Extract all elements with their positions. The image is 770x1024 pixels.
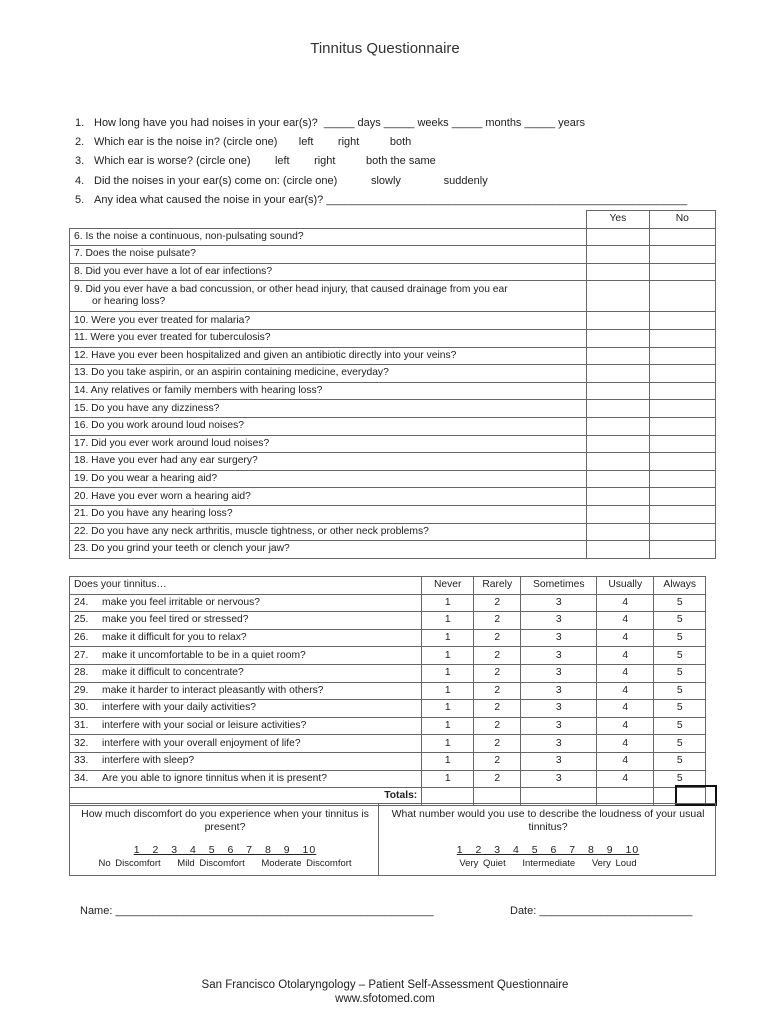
yes-no-row [70,453,716,471]
frequency-option-usually[interactable]: 4 [597,770,654,788]
yes-no-question [70,435,587,453]
question-text: Did the noises in your ear(s) come on: (circle one) slowly suddenly [94,175,488,187]
frequency-option-always[interactable]: 5 [654,664,706,682]
yes-no-question-text: 12. Have you ever been hospitalized and given an antibiotic directly into your veins? [74,349,457,361]
intro-question [75,117,585,129]
yes-answer-cell[interactable] [587,281,649,312]
question-text: Any idea what caused the noise in your ear(s)? ___________________________________________________________ [94,194,688,206]
totals-label: Totals: [70,788,422,806]
frequency-option-never[interactable]: 1 [422,664,474,682]
col-usually: Usually [597,577,654,595]
frequency-option-rarely[interactable]: 2 [474,752,521,770]
yes-answer-cell[interactable] [587,400,649,418]
frequency-option-never[interactable]: 1 [422,700,474,718]
frequency-item-text: make you feel tired or stressed? [98,612,422,630]
no-column-header: No [649,211,715,229]
frequency-item-text: interfere with your social or leisure activities? [98,717,422,735]
no-answer-cell[interactable] [649,488,715,506]
yes-no-question-text: 20. Have you ever worn a hearing aid? [74,490,251,502]
frequency-option-never[interactable]: 1 [422,770,474,788]
frequency-item-text: interfere with sleep? [98,752,422,770]
no-answer-cell[interactable] [649,435,715,453]
loudness-label-intermediate: Intermediate [522,858,576,869]
frequency-option-usually[interactable]: 4 [597,594,654,612]
yes-no-question-text: 18. Have you ever had any ear surgery? [74,455,258,467]
yes-no-row [70,523,716,541]
frequency-row [70,594,716,612]
frequency-item-text: Are you able to ignore tinnitus when it is present? [98,770,422,788]
question-number: 3. [75,155,85,167]
frequency-row [70,717,716,735]
yes-no-question-text: 7. Does the noise pulsate? [74,248,196,260]
frequency-row-spacer [706,682,716,700]
yes-no-question-text: 21. Do you have any hearing loss? [74,508,233,520]
no-answer-cell[interactable] [649,329,715,347]
yes-no-question-text: 23. Do you grind your teeth or clench your jaw? [74,543,290,555]
rating-scales [69,803,716,876]
frequency-item-text: make you feel irritable or nervous? [98,594,422,612]
no-answer-cell[interactable] [649,263,715,281]
yes-no-question [70,470,587,488]
yes-no-question [70,281,587,312]
frequency-row [70,770,716,788]
frequency-option-rarely[interactable]: 2 [474,700,521,718]
no-answer-cell[interactable] [649,541,715,559]
frequency-header: Does your tinnitus… [70,577,422,595]
frequency-option-always[interactable]: 5 [654,752,706,770]
frequency-option-usually[interactable]: 4 [597,717,654,735]
frequency-option-always[interactable]: 5 [654,594,706,612]
yes-answer-cell[interactable] [587,505,649,523]
frequency-option-rarely[interactable]: 2 [474,664,521,682]
yes-answer-cell[interactable] [587,365,649,383]
yes-answer-cell[interactable] [587,246,649,264]
yes-no-row [70,281,716,312]
yes-no-row [70,400,716,418]
yes-no-question [70,347,587,365]
no-answer-cell[interactable] [649,453,715,471]
no-answer-cell[interactable] [649,382,715,400]
date-field[interactable]: Date: _________________________ [510,905,693,917]
frequency-option-never[interactable]: 1 [422,682,474,700]
frequency-option-never[interactable]: 1 [422,612,474,630]
frequency-option-usually[interactable]: 4 [597,629,654,647]
yes-no-question-continuation: or hearing loss? [92,296,166,308]
frequency-row-spacer [706,717,716,735]
loudness-label-quiet: Very Quiet [459,858,506,869]
yes-no-question-text: 15. Do you have any dizziness? [74,402,220,414]
frequency-option-usually[interactable]: 4 [597,735,654,753]
yes-no-row [70,312,716,330]
no-answer-cell[interactable] [649,347,715,365]
frequency-option-usually[interactable]: 4 [597,700,654,718]
frequency-option-sometimes[interactable]: 3 [521,682,597,700]
yes-no-question [70,417,587,435]
frequency-option-usually[interactable]: 4 [597,612,654,630]
discomfort-scale [80,808,370,870]
frequency-row-spacer [706,735,716,753]
frequency-option-sometimes[interactable]: 3 [521,664,597,682]
yes-no-question-text: 17. Did you ever work around loud noises? [74,437,270,449]
frequency-item-number: 27. [70,647,99,665]
loudness-question: What number would you use to describe the loudness of your usual tinnitus? [391,808,705,833]
yes-no-question [70,329,587,347]
frequency-option-always[interactable]: 5 [654,682,706,700]
yes-no-row [70,246,716,264]
discomfort-question: How much discomfort do you experience when your tinnitus is present? [81,808,369,833]
yes-no-header-row [70,211,716,229]
yes-no-question-text: 10. Were you ever treated for malaria? [74,314,251,326]
frequency-option-always[interactable]: 5 [654,717,706,735]
frequency-option-rarely[interactable]: 2 [474,682,521,700]
frequency-item-number: 25. [70,612,99,630]
frequency-item-number: 24. [70,594,99,612]
no-answer-cell[interactable] [649,228,715,246]
yes-no-question [70,505,587,523]
frequency-item-number: 31. [70,717,99,735]
frequency-option-sometimes[interactable]: 3 [521,752,597,770]
yes-answer-cell[interactable] [587,228,649,246]
frequency-option-always[interactable]: 5 [654,770,706,788]
yes-no-question [70,246,587,264]
yes-no-question-text: 9. Did you ever have a bad concussion, or other head injury, that caused drainage from you ear [74,284,508,296]
yes-no-row [70,470,716,488]
frequency-item-number: 30. [70,700,99,718]
frequency-row-spacer [706,594,716,612]
frequency-row-spacer [706,664,716,682]
frequency-option-rarely[interactable]: 2 [474,629,521,647]
frequency-option-always[interactable]: 5 [654,612,706,630]
frequency-item-number: 26. [70,629,99,647]
frequency-row-spacer [706,612,716,630]
frequency-table [69,576,716,806]
question-number: 4. [75,175,85,187]
frequency-option-always[interactable]: 5 [654,647,706,665]
question-text: How long have you had noises in your ear(s)? _____ days _____ weeks _____ months _____ years [94,117,586,129]
yes-no-header-blank [70,211,587,229]
no-answer-cell[interactable] [649,365,715,383]
freq-header-spacer [706,577,716,595]
frequency-option-never[interactable]: 1 [422,629,474,647]
col-rarely: Rarely [474,577,521,595]
yes-answer-cell[interactable] [587,347,649,365]
yes-no-row [70,228,716,246]
frequency-item-text: make it difficult to concentrate? [98,664,422,682]
question-number: 1. [75,117,85,129]
question-number: 2. [75,136,85,148]
yes-answer-cell[interactable] [587,417,649,435]
intro-question [75,155,436,167]
no-answer-cell[interactable] [649,400,715,418]
frequency-option-rarely[interactable]: 2 [474,647,521,665]
discomfort-label-none: No Discomfort [98,858,161,869]
yes-answer-cell[interactable] [587,488,649,506]
yes-no-row [70,382,716,400]
frequency-option-sometimes[interactable]: 3 [521,612,597,630]
yes-answer-cell[interactable] [587,435,649,453]
frequency-option-sometimes[interactable]: 3 [521,700,597,718]
frequency-option-always[interactable]: 5 [654,735,706,753]
frequency-row [70,752,716,770]
yes-no-question-text: 6. Is the noise a continuous, non-pulsating sound? [74,230,304,242]
yes-answer-cell[interactable] [587,312,649,330]
yes-answer-cell[interactable] [587,329,649,347]
col-never: Never [422,577,474,595]
frequency-row [70,647,716,665]
frequency-option-rarely[interactable]: 2 [474,770,521,788]
yes-no-question-text: 22. Do you have any neck arthritis, muscle tightness, or other neck problems? [74,525,429,537]
frequency-option-rarely[interactable]: 2 [474,594,521,612]
yes-no-question [70,382,587,400]
footer-url: www.sfotomed.com [335,993,435,1005]
yes-no-row [70,417,716,435]
frequency-option-never[interactable]: 1 [422,752,474,770]
frequency-option-sometimes[interactable]: 3 [521,770,597,788]
page-title: Tinnitus Questionnaire [310,40,460,57]
frequency-item-text: make it difficult for you to relax? [98,629,422,647]
frequency-option-usually[interactable]: 4 [597,647,654,665]
yes-no-row [70,505,716,523]
frequency-item-number: 34. [70,770,99,788]
discomfort-numbers[interactable]: 1 2 3 4 5 6 7 8 9 10 [133,844,317,856]
yes-no-question [70,488,587,506]
yes-no-table [69,210,716,559]
frequency-header-row [70,577,716,595]
yes-no-question-text: 11. Were you ever treated for tuberculosis? [74,332,271,344]
scales-divider [378,804,379,875]
yes-no-question-text: 13. Do you take aspirin, or an aspirin containing medicine, everyday? [74,367,389,379]
frequency-row [70,612,716,630]
yes-no-row [70,347,716,365]
no-answer-cell[interactable] [649,312,715,330]
frequency-row [70,682,716,700]
yes-answer-cell[interactable] [587,382,649,400]
yes-column-header: Yes [587,211,649,229]
frequency-option-always[interactable]: 5 [654,629,706,647]
no-answer-cell[interactable] [649,505,715,523]
frequency-row-spacer [706,700,716,718]
col-always: Always [654,577,706,595]
intro-question [75,175,488,187]
frequency-option-never[interactable]: 1 [422,735,474,753]
yes-no-question [70,541,587,559]
frequency-option-sometimes[interactable]: 3 [521,717,597,735]
footer [0,978,770,1006]
yes-no-row [70,541,716,559]
frequency-option-rarely[interactable]: 2 [474,735,521,753]
frequency-option-rarely[interactable]: 2 [474,612,521,630]
discomfort-labels [80,857,370,870]
yes-answer-cell[interactable] [587,453,649,471]
frequency-item-text: make it uncomfortable to be in a quiet room? [98,647,422,665]
yes-no-row [70,329,716,347]
frequency-row-spacer [706,752,716,770]
yes-no-question [70,453,587,471]
intro-question [75,136,411,148]
yes-no-row [70,435,716,453]
frequency-option-sometimes[interactable]: 3 [521,647,597,665]
yes-no-question [70,263,587,281]
yes-no-question-text: 8. Did you ever have a lot of ear infections? [74,266,273,278]
frequency-option-never[interactable]: 1 [422,594,474,612]
frequency-option-never[interactable]: 1 [422,647,474,665]
question-text: Which ear is the noise in? (circle one) left right both [94,136,412,148]
frequency-option-sometimes[interactable]: 3 [521,594,597,612]
discomfort-label-mild: Mild Discomfort [177,858,245,869]
frequency-row [70,735,716,753]
yes-no-row [70,365,716,383]
yes-no-question [70,365,587,383]
name-field[interactable]: Name: ____________________________________________________ [80,905,434,917]
frequency-item-text: interfere with your overall enjoyment of life? [98,735,422,753]
loudness-labels [388,857,708,870]
frequency-item-number: 32. [70,735,99,753]
frequency-option-sometimes[interactable]: 3 [521,629,597,647]
question-number: 5. [75,194,85,206]
frequency-option-always[interactable]: 5 [654,700,706,718]
yes-answer-cell[interactable] [587,523,649,541]
frequency-option-usually[interactable]: 4 [597,752,654,770]
yes-answer-cell[interactable] [587,263,649,281]
frequency-item-text: make it harder to interact pleasantly with others? [98,682,422,700]
frequency-row [70,664,716,682]
no-answer-cell[interactable] [649,281,715,312]
frequency-item-number: 33. [70,752,99,770]
frequency-row-spacer [706,629,716,647]
frequency-option-usually[interactable]: 4 [597,664,654,682]
question-text: Which ear is worse? (circle one) left right both the same [94,155,436,167]
loudness-numbers[interactable]: 1 2 3 4 5 6 7 8 9 10 [456,844,640,856]
frequency-row-spacer [706,647,716,665]
yes-no-question [70,228,587,246]
yes-no-question [70,312,587,330]
frequency-option-sometimes[interactable]: 3 [521,735,597,753]
frequency-option-never[interactable]: 1 [422,717,474,735]
yes-no-question-text: 14. Any relatives or family members with hearing loss? [74,385,323,397]
yes-no-row [70,488,716,506]
no-answer-cell[interactable] [649,470,715,488]
footer-title: San Francisco Otolaryngology – Patient Self-Assessment Questionnaire [201,979,569,991]
frequency-option-rarely[interactable]: 2 [474,717,521,735]
intro-question [75,194,687,206]
frequency-row [70,629,716,647]
loudness-scale [388,808,708,870]
frequency-item-number: 29. [70,682,99,700]
yes-no-question [70,400,587,418]
loudness-label-loud: Very Loud [591,858,637,869]
yes-answer-cell[interactable] [587,470,649,488]
yes-no-question-text: 16. Do you work around loud noises? [74,420,245,432]
yes-no-question-text: 19. Do you wear a hearing aid? [74,473,218,485]
no-answer-cell[interactable] [649,417,715,435]
frequency-item-number: 28. [70,664,99,682]
discomfort-label-moderate: Moderate Discomfort [261,858,352,869]
no-answer-cell[interactable] [649,523,715,541]
frequency-option-usually[interactable]: 4 [597,682,654,700]
no-answer-cell[interactable] [649,246,715,264]
yes-no-question [70,523,587,541]
col-sometimes: Sometimes [521,577,597,595]
yes-no-row [70,263,716,281]
frequency-row [70,700,716,718]
frequency-item-text: interfere with your daily activities? [98,700,422,718]
yes-answer-cell[interactable] [587,541,649,559]
